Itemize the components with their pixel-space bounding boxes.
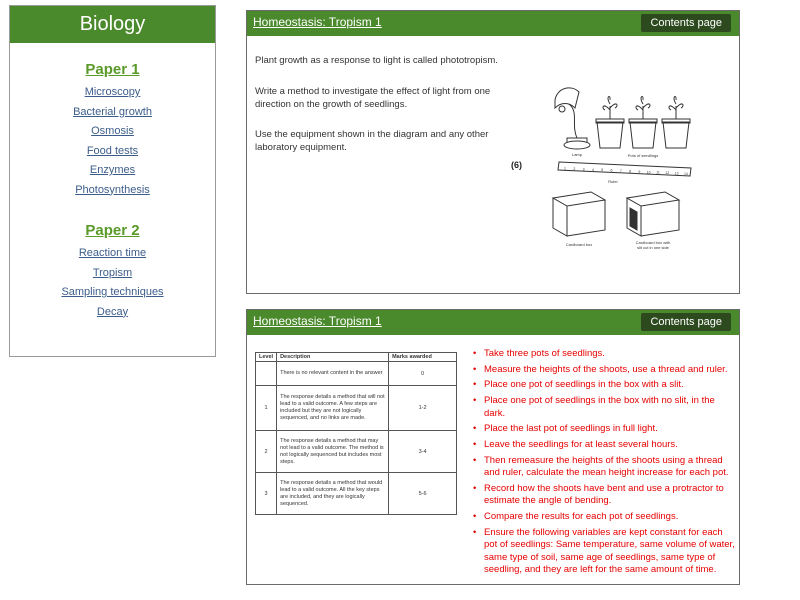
ruler-number: 8	[629, 169, 632, 174]
sidebar	[9, 5, 216, 357]
ruler-number: 2	[573, 166, 576, 171]
ruler-number: 13	[674, 171, 679, 176]
ruler-number: 12	[665, 171, 670, 176]
question-paragraph: Write a method to investigate the effect of light from one direction on the growth of seedlings.	[255, 86, 491, 110]
list-item: • Record how the shoots have bent and use a protractor to estimate the angle of bending.	[473, 483, 738, 508]
link-microscopy[interactable]: Microscopy	[84, 86, 141, 98]
cell-marks: 3-4	[389, 431, 457, 473]
ruler-number: 14	[683, 171, 688, 176]
cell-description: There is no relevant content in the answer	[277, 362, 389, 386]
cell-level: 3	[256, 473, 277, 515]
ruler-illustration	[558, 162, 691, 176]
marks-label: (6)	[511, 160, 522, 170]
question-paragraph: Use the equipment shown in the diagram and any other laboratory equipment.	[255, 129, 489, 153]
list-item: • Place one pot of seedlings in the box with a slit.	[473, 379, 738, 392]
link-enzymes[interactable]: Enzymes	[89, 164, 136, 176]
slide-header	[247, 11, 739, 36]
contents-page-button[interactable]: Contents page	[641, 313, 731, 331]
list-item: • Place one pot of seedlings in the box with no slit, in the dark.	[473, 395, 738, 420]
table-row	[256, 431, 457, 473]
table-row	[256, 386, 457, 431]
link-bacterial-growth[interactable]: Bacterial growth	[73, 105, 152, 118]
table-header-row	[256, 353, 457, 362]
list-item: • Then remeasure the heights of the shoots using a thread and ruler, calculate the mean height increase for each pot.	[473, 455, 738, 480]
mark-scheme-table	[255, 352, 457, 515]
mark-scheme-points	[473, 348, 738, 580]
cell-marks: 1-2	[389, 386, 457, 431]
cell-description: The response details a method that will not lead to a valid outcome. A few steps are included but they are not logically sequenced, and no links are made.	[277, 386, 389, 431]
cell-description: The response details a method that may not lead to a valid outcome. The method is not logically sequenced but includes most steps.	[277, 431, 389, 473]
cardboard-box-slit-illustration	[627, 192, 679, 236]
ruler-number: 1	[564, 166, 566, 171]
cell-description: The response details a method that would lead to a valid outcome. All the key steps are included, and they are logically sequenced.	[277, 473, 389, 515]
link-decay[interactable]: Decay	[96, 305, 129, 318]
list-item: • Compare the results for each pot of seedlings.	[473, 511, 738, 524]
ruler-numbers	[564, 167, 688, 176]
slide-header	[247, 310, 739, 335]
question-paragraph: Plant growth as a response to light is called phototropism.	[255, 55, 498, 66]
cell-level: 2	[256, 431, 277, 473]
cell-marks: 5-6	[389, 473, 457, 515]
paper-2-section	[10, 222, 215, 322]
ruler-label: Ruler	[608, 179, 618, 184]
ruler-number: 10	[646, 170, 651, 175]
list-item: • Ensure the following variables are kept constant for each pot of seedlings: Same temperature, same volume of water, same type of soil, same age of seedlings, same type of seedling, and they are left for the same amount of time.	[473, 527, 738, 577]
list-item: • Place the last pot of seedlings in full light.	[473, 423, 738, 436]
table-row	[256, 362, 457, 386]
pots-illustration	[596, 97, 690, 148]
header-description: Description	[277, 353, 389, 362]
mark-scheme-slide	[246, 309, 740, 585]
header-marks: Marks awarded	[389, 353, 457, 362]
list-item: • Leave the seedlings for at least several hours.	[473, 439, 738, 452]
box-slit-label-line2: slit cut in one side	[637, 245, 669, 250]
cell-marks: 0	[389, 362, 457, 386]
ruler-number: 9	[638, 169, 641, 174]
header-level: Level	[256, 353, 277, 362]
cell-level	[256, 362, 277, 386]
box-slit-label-line1: Cardboard box with	[635, 240, 671, 245]
paper-1-heading: Paper 1	[85, 61, 140, 78]
paper-2-heading: Paper 2	[85, 222, 140, 239]
lamp-label: Lamp	[571, 152, 583, 157]
ruler-number: 5	[601, 168, 604, 173]
cardboard-box-illustration	[553, 192, 605, 236]
paper-1-section	[10, 61, 215, 200]
pots-label: Pots of seedlings	[627, 153, 659, 158]
link-food-tests[interactable]: Food tests	[86, 144, 139, 157]
list-item: • Measure the heights of the shoots, use a thread and ruler.	[473, 364, 738, 377]
slide-title-link[interactable]: Homeostasis: Tropism 1	[253, 15, 382, 29]
slide-title-link[interactable]: Homeostasis: Tropism 1	[253, 314, 382, 328]
link-osmosis[interactable]: Osmosis	[91, 125, 134, 137]
list-item: • Take three pots of seedlings.	[473, 348, 738, 361]
cell-level: 1	[256, 386, 277, 431]
contents-page-button[interactable]: Contents page	[641, 14, 731, 32]
ruler-number: 7	[619, 169, 622, 174]
ruler-number: 3	[582, 167, 585, 172]
table-row	[256, 473, 457, 515]
ruler-number: 6	[610, 168, 613, 173]
lamp-illustration	[555, 88, 590, 149]
question-slide	[246, 10, 740, 294]
equipment-diagram	[545, 80, 735, 270]
link-photosynthesis[interactable]: Photosynthesis	[75, 183, 150, 196]
sidebar-title: Biology	[10, 6, 215, 43]
link-sampling-techniques[interactable]: Sampling techniques	[61, 286, 164, 298]
ruler-number: 11	[656, 170, 660, 175]
link-tropism[interactable]: Tropism	[92, 266, 133, 279]
ruler-number: 4	[591, 167, 594, 172]
link-reaction-time[interactable]: Reaction time	[78, 247, 147, 259]
box-label: Cardboard box	[565, 242, 593, 247]
